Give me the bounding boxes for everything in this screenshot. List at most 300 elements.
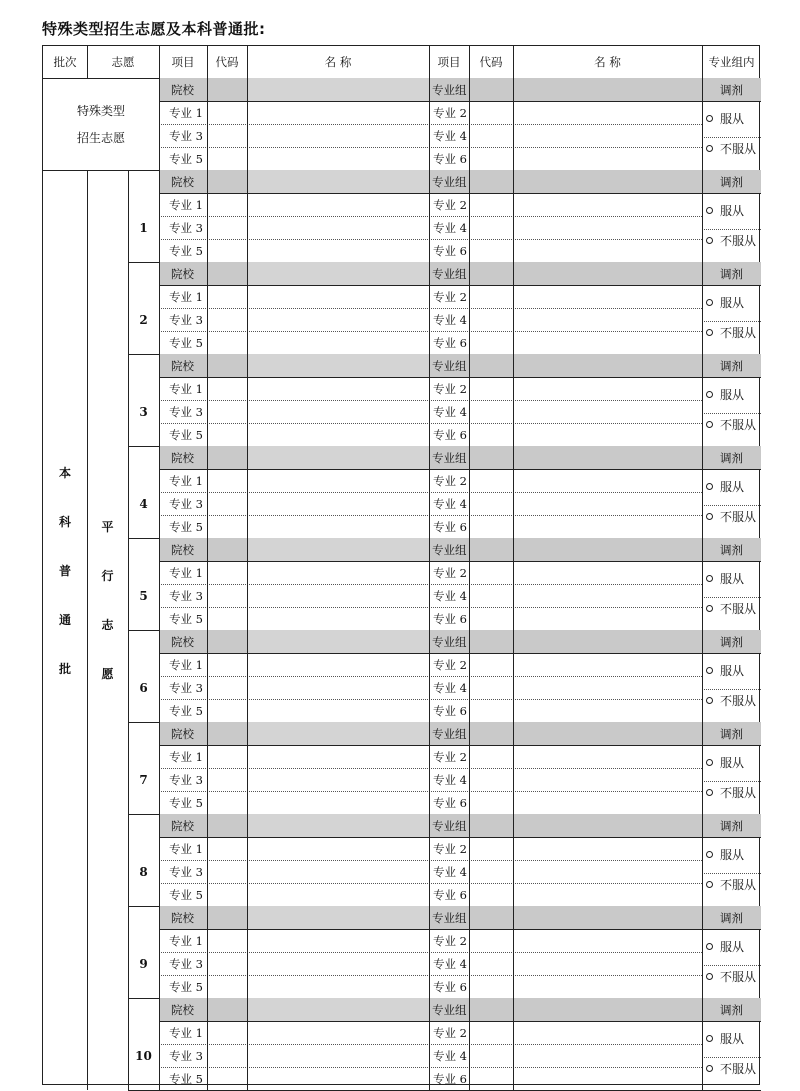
not-obey-radio[interactable]: [706, 140, 756, 156]
column-divider: [469, 538, 470, 630]
school-code-field[interactable]: [207, 170, 247, 193]
major-label: 专业 3: [169, 404, 203, 419]
major-code-field[interactable]: [207, 1021, 247, 1044]
group-name-field[interactable]: [513, 262, 702, 285]
major-code-field[interactable]: [207, 1044, 247, 1067]
column-divider: [429, 170, 430, 262]
row-dotted-line: [159, 308, 702, 309]
major-code-field[interactable]: [469, 331, 513, 354]
school-name-field[interactable]: [247, 446, 429, 469]
school-code-field[interactable]: [207, 814, 247, 837]
group-code-field[interactable]: [469, 78, 513, 101]
row-dotted-line: [159, 147, 702, 148]
school-code-field[interactable]: [207, 78, 247, 101]
column-divider: [702, 538, 703, 630]
column-divider: [513, 78, 514, 170]
major-label: 专业 5: [169, 335, 203, 350]
major-code-field[interactable]: [207, 193, 247, 216]
school-name-field[interactable]: [247, 906, 429, 929]
major-name-field[interactable]: [247, 331, 429, 354]
major-name-field[interactable]: [247, 791, 429, 814]
major-code-field[interactable]: [469, 216, 513, 239]
adjust-label-cell: 调剂: [702, 814, 761, 837]
row-dotted-line: [159, 791, 702, 792]
column-divider: [247, 998, 248, 1090]
major-code-field[interactable]: [207, 331, 247, 354]
group-label-cell: 专业组: [429, 170, 469, 193]
major-name-field[interactable]: [513, 124, 702, 147]
not-obey-radio[interactable]: [706, 1060, 756, 1076]
major-name-field[interactable]: [247, 975, 429, 998]
column-divider: [207, 722, 208, 814]
major-name-field[interactable]: [247, 860, 429, 883]
not-obey-radio[interactable]: [706, 876, 756, 892]
major-code-field[interactable]: [207, 837, 247, 860]
major-name-field[interactable]: [247, 101, 429, 124]
major-name-field[interactable]: [247, 699, 429, 722]
group-name-field[interactable]: [513, 722, 702, 745]
major-code-field[interactable]: [207, 492, 247, 515]
major-code-field[interactable]: [207, 101, 247, 124]
column-divider: [159, 446, 160, 538]
major-code-field[interactable]: [469, 1044, 513, 1067]
obey-radio[interactable]: [706, 294, 744, 310]
radio-circle-icon[interactable]: [706, 605, 713, 612]
school-code-field[interactable]: [207, 446, 247, 469]
radio-circle-icon[interactable]: [706, 391, 713, 398]
major-name-field[interactable]: [513, 400, 702, 423]
major-name-field[interactable]: [247, 1021, 429, 1044]
major-name-field[interactable]: [247, 377, 429, 400]
group-name-field[interactable]: [513, 78, 702, 101]
major-name-field[interactable]: [513, 239, 702, 262]
major-code-field[interactable]: [207, 929, 247, 952]
major-name-field[interactable]: [513, 285, 702, 308]
group-code-field[interactable]: [469, 630, 513, 653]
group-label-cell: 专业组: [429, 630, 469, 653]
radio-circle-icon[interactable]: [706, 483, 713, 490]
not-obey-radio[interactable]: [706, 324, 756, 340]
major-code-field[interactable]: [469, 515, 513, 538]
radio-circle-icon[interactable]: [706, 145, 713, 152]
radio-circle-icon[interactable]: [706, 421, 713, 428]
row-line: [159, 101, 761, 102]
group-code-field[interactable]: [469, 814, 513, 837]
major-name-field[interactable]: [513, 423, 702, 446]
obey-radio[interactable]: [706, 662, 744, 678]
group-label-cell: 专业组: [429, 262, 469, 285]
major-label: 专业 6: [433, 611, 467, 626]
column-divider: [429, 538, 430, 630]
not-obey-radio[interactable]: [706, 968, 756, 984]
obey-radio[interactable]: [706, 938, 744, 954]
major-code-field[interactable]: [469, 561, 513, 584]
column-divider: [469, 998, 470, 1090]
row-dotted-line: [159, 975, 702, 976]
major-code-field[interactable]: [207, 860, 247, 883]
major-code-field[interactable]: [469, 607, 513, 630]
major-code-field[interactable]: [207, 469, 247, 492]
row-line: [159, 1021, 761, 1022]
major-name-field[interactable]: [513, 1044, 702, 1067]
column-divider: [159, 814, 160, 906]
major-name-field[interactable]: [247, 423, 429, 446]
group-name-field[interactable]: [513, 998, 702, 1021]
parallel-label-char: 行: [101, 569, 114, 583]
major-name-field[interactable]: [513, 331, 702, 354]
header-column-divider: [207, 46, 208, 78]
volunteer-form-table: [42, 45, 760, 1085]
major-name-field[interactable]: [247, 837, 429, 860]
major-code-field[interactable]: [469, 584, 513, 607]
major-name-field[interactable]: [513, 653, 702, 676]
school-name-field[interactable]: [247, 998, 429, 1021]
column-divider: [207, 814, 208, 906]
major-name-field[interactable]: [513, 975, 702, 998]
major-code-field[interactable]: [469, 883, 513, 906]
obey-radio[interactable]: [706, 110, 744, 126]
major-name-field[interactable]: [513, 101, 702, 124]
column-divider: [159, 538, 160, 630]
radio-circle-icon[interactable]: [706, 943, 713, 950]
not-obey-radio[interactable]: [706, 416, 756, 432]
major-label: 专业 6: [433, 427, 467, 442]
major-code-field[interactable]: [469, 239, 513, 262]
obey-radio[interactable]: [706, 386, 744, 402]
radio-circle-icon[interactable]: [706, 207, 713, 214]
major-code-field[interactable]: [469, 860, 513, 883]
major-code-field[interactable]: [469, 400, 513, 423]
radio-circle-icon[interactable]: [706, 237, 713, 244]
major-label: 专业 2: [433, 1025, 467, 1040]
school-label-cell: 院校: [159, 446, 207, 469]
major-name-field[interactable]: [247, 285, 429, 308]
major-name-field[interactable]: [247, 883, 429, 906]
major-name-field[interactable]: [247, 952, 429, 975]
major-name-field[interactable]: [247, 584, 429, 607]
school-name-field[interactable]: [247, 262, 429, 285]
column-divider: [429, 262, 430, 354]
major-name-field[interactable]: [513, 676, 702, 699]
group-code-field[interactable]: [469, 998, 513, 1021]
major-code-field[interactable]: [207, 285, 247, 308]
not-obey-radio[interactable]: [706, 232, 756, 248]
school-code-field[interactable]: [207, 354, 247, 377]
major-code-field[interactable]: [469, 975, 513, 998]
school-label-cell: 院校: [159, 170, 207, 193]
radio-circle-icon[interactable]: [706, 115, 713, 122]
row-dotted-line: [159, 768, 702, 769]
major-label: 专业 1: [169, 1025, 203, 1040]
major-name-field[interactable]: [513, 860, 702, 883]
major-code-field[interactable]: [207, 975, 247, 998]
major-code-field[interactable]: [207, 584, 247, 607]
major-label: 专业 2: [433, 565, 467, 580]
row-line: [159, 377, 761, 378]
not-obey-radio[interactable]: [706, 784, 756, 800]
major-code-field[interactable]: [207, 1067, 247, 1090]
major-code-field[interactable]: [469, 1021, 513, 1044]
major-code-field[interactable]: [207, 653, 247, 676]
major-code-field[interactable]: [469, 837, 513, 860]
column-divider: [429, 998, 430, 1090]
major-label: 专业 4: [433, 128, 467, 143]
major-name-field[interactable]: [247, 929, 429, 952]
major-code-field[interactable]: [207, 239, 247, 262]
major-name-field[interactable]: [247, 676, 429, 699]
row-dotted-line: [159, 1044, 702, 1045]
radio-circle-icon[interactable]: [706, 789, 713, 796]
major-name-field[interactable]: [513, 768, 702, 791]
obey-radio[interactable]: [706, 754, 744, 770]
column-divider: [702, 630, 703, 722]
obey-radio[interactable]: [706, 570, 744, 586]
row-dotted-line: [159, 676, 702, 677]
major-name-field[interactable]: [513, 929, 702, 952]
column-divider: [159, 262, 160, 354]
not-obey-label: 不服从: [720, 325, 757, 340]
major-code-field[interactable]: [469, 929, 513, 952]
major-code-field[interactable]: [469, 768, 513, 791]
major-name-field[interactable]: [247, 492, 429, 515]
radio-circle-icon[interactable]: [706, 1035, 713, 1042]
column-divider: [207, 354, 208, 446]
major-name-field[interactable]: [247, 1044, 429, 1067]
major-name-field[interactable]: [513, 1067, 702, 1090]
school-name-field[interactable]: [247, 630, 429, 653]
group-name-field[interactable]: [513, 906, 702, 929]
major-code-field[interactable]: [469, 952, 513, 975]
major-label: 专业 4: [433, 956, 467, 971]
major-name-field[interactable]: [247, 308, 429, 331]
major-code-field[interactable]: [207, 791, 247, 814]
major-name-field[interactable]: [513, 561, 702, 584]
column-divider: [247, 170, 248, 262]
major-name-field[interactable]: [247, 653, 429, 676]
major-name-field[interactable]: [247, 561, 429, 584]
school-code-field[interactable]: [207, 538, 247, 561]
major-code-field[interactable]: [469, 101, 513, 124]
major-code-field[interactable]: [207, 377, 247, 400]
column-divider: [429, 78, 430, 170]
major-code-field[interactable]: [207, 699, 247, 722]
school-name-field[interactable]: [247, 814, 429, 837]
major-label: 专业 1: [169, 933, 203, 948]
column-divider: [469, 630, 470, 722]
major-name-field[interactable]: [513, 377, 702, 400]
major-code-field[interactable]: [207, 883, 247, 906]
major-code-field[interactable]: [207, 607, 247, 630]
school-name-field[interactable]: [247, 354, 429, 377]
adjust-label-cell: 调剂: [702, 262, 761, 285]
radio-circle-icon[interactable]: [706, 299, 713, 306]
major-code-field[interactable]: [469, 676, 513, 699]
adjust-divider-line: [702, 413, 761, 414]
column-divider: [247, 78, 248, 170]
school-code-field[interactable]: [207, 998, 247, 1021]
major-code-field[interactable]: [469, 193, 513, 216]
group-name-field[interactable]: [513, 446, 702, 469]
major-name-field[interactable]: [513, 952, 702, 975]
radio-circle-icon[interactable]: [706, 697, 713, 704]
row-line: [159, 469, 761, 470]
radio-circle-icon[interactable]: [706, 759, 713, 766]
major-code-field[interactable]: [469, 147, 513, 170]
major-name-field[interactable]: [247, 400, 429, 423]
major-code-field[interactable]: [207, 676, 247, 699]
major-code-field[interactable]: [469, 699, 513, 722]
column-divider: [702, 998, 703, 1090]
major-code-field[interactable]: [207, 768, 247, 791]
radio-circle-icon[interactable]: [706, 667, 713, 674]
major-code-field[interactable]: [469, 124, 513, 147]
major-code-field[interactable]: [207, 400, 247, 423]
major-code-field[interactable]: [207, 745, 247, 768]
major-name-field[interactable]: [513, 216, 702, 239]
major-name-field[interactable]: [513, 147, 702, 170]
major-name-field[interactable]: [513, 699, 702, 722]
major-code-field[interactable]: [207, 952, 247, 975]
obey-label: 服从: [720, 387, 745, 402]
adjust-divider-line: [702, 505, 761, 506]
major-code-field[interactable]: [469, 423, 513, 446]
major-label: 专业 4: [433, 772, 467, 787]
major-name-field[interactable]: [247, 745, 429, 768]
special-type-line-2: 招生志愿: [76, 131, 125, 145]
group-label-cell: 专业组: [429, 446, 469, 469]
major-code-field[interactable]: [469, 791, 513, 814]
radio-circle-icon[interactable]: [706, 973, 713, 980]
major-name-field[interactable]: [247, 239, 429, 262]
adjust-divider-line: [702, 229, 761, 230]
adjust-label-cell: 调剂: [702, 354, 761, 377]
major-name-field[interactable]: [513, 1021, 702, 1044]
school-label-cell: 院校: [159, 998, 207, 1021]
column-divider: [513, 262, 514, 354]
school-code-field[interactable]: [207, 630, 247, 653]
obey-radio[interactable]: [706, 202, 744, 218]
major-name-field[interactable]: [513, 607, 702, 630]
major-name-field[interactable]: [513, 492, 702, 515]
group-name-field[interactable]: [513, 354, 702, 377]
group-name-field[interactable]: [513, 170, 702, 193]
group-code-field[interactable]: [469, 354, 513, 377]
not-obey-radio[interactable]: [706, 508, 756, 524]
group-label-cell: 专业组: [429, 78, 469, 101]
group-label-cell: 专业组: [429, 906, 469, 929]
group-code-field[interactable]: [469, 906, 513, 929]
radio-circle-icon[interactable]: [706, 575, 713, 582]
school-label-cell: 院校: [159, 78, 207, 101]
major-name-field[interactable]: [513, 745, 702, 768]
group-code-field[interactable]: [469, 722, 513, 745]
group-name-field[interactable]: [513, 538, 702, 561]
school-name-field[interactable]: [247, 78, 429, 101]
radio-circle-icon[interactable]: [706, 851, 713, 858]
major-name-field[interactable]: [247, 124, 429, 147]
radio-circle-icon[interactable]: [706, 1065, 713, 1072]
group-label-cell: 专业组: [429, 998, 469, 1021]
obey-radio[interactable]: [706, 1030, 744, 1046]
major-name-field[interactable]: [513, 791, 702, 814]
column-divider: [207, 998, 208, 1090]
radio-circle-icon[interactable]: [706, 329, 713, 336]
adjust-divider-line: [702, 1057, 761, 1058]
obey-radio[interactable]: [706, 478, 744, 494]
major-label: 专业 3: [169, 1048, 203, 1063]
column-divider: [247, 722, 248, 814]
major-code-field[interactable]: [469, 745, 513, 768]
radio-circle-icon[interactable]: [706, 513, 713, 520]
major-code-field[interactable]: [469, 377, 513, 400]
major-code-field[interactable]: [207, 216, 247, 239]
column-divider: [513, 906, 514, 998]
major-name-field[interactable]: [513, 469, 702, 492]
not-obey-label: 不服从: [720, 969, 757, 984]
major-name-field[interactable]: [513, 193, 702, 216]
adjust-label-cell: 调剂: [702, 446, 761, 469]
major-name-field[interactable]: [247, 469, 429, 492]
major-name-field[interactable]: [247, 1067, 429, 1090]
major-name-field[interactable]: [513, 883, 702, 906]
school-code-field[interactable]: [207, 722, 247, 745]
not-obey-radio[interactable]: [706, 692, 756, 708]
group-code-field[interactable]: [469, 446, 513, 469]
group-name-field[interactable]: [513, 814, 702, 837]
major-code-field[interactable]: [469, 1067, 513, 1090]
major-code-field[interactable]: [207, 308, 247, 331]
school-name-field[interactable]: [247, 722, 429, 745]
major-name-field[interactable]: [247, 216, 429, 239]
group-code-field[interactable]: [469, 262, 513, 285]
major-code-field[interactable]: [207, 423, 247, 446]
major-label: 专业 2: [433, 105, 467, 120]
radio-circle-icon[interactable]: [706, 881, 713, 888]
group-code-field[interactable]: [469, 538, 513, 561]
school-code-field[interactable]: [207, 262, 247, 285]
major-name-field[interactable]: [513, 515, 702, 538]
major-code-field[interactable]: [207, 561, 247, 584]
major-code-field[interactable]: [469, 285, 513, 308]
major-code-field[interactable]: [207, 124, 247, 147]
major-code-field[interactable]: [469, 469, 513, 492]
major-code-field[interactable]: [207, 515, 247, 538]
major-name-field[interactable]: [247, 147, 429, 170]
not-obey-radio[interactable]: [706, 600, 756, 616]
major-name-field[interactable]: [513, 308, 702, 331]
school-name-field[interactable]: [247, 170, 429, 193]
major-name-field[interactable]: [247, 607, 429, 630]
major-code-field[interactable]: [207, 147, 247, 170]
school-label-cell: 院校: [159, 906, 207, 929]
group-code-field[interactable]: [469, 170, 513, 193]
major-code-field[interactable]: [469, 492, 513, 515]
major-name-field[interactable]: [247, 193, 429, 216]
major-name-field[interactable]: [513, 584, 702, 607]
school-name-field[interactable]: [247, 538, 429, 561]
school-code-field[interactable]: [207, 906, 247, 929]
group-name-field[interactable]: [513, 630, 702, 653]
obey-radio[interactable]: [706, 846, 744, 862]
major-code-field[interactable]: [469, 308, 513, 331]
major-name-field[interactable]: [513, 837, 702, 860]
major-code-field[interactable]: [469, 653, 513, 676]
major-name-field[interactable]: [247, 515, 429, 538]
group-label-cell: 专业组: [429, 354, 469, 377]
major-name-field[interactable]: [247, 768, 429, 791]
column-divider: [469, 814, 470, 906]
adjust-divider-line: [702, 689, 761, 690]
